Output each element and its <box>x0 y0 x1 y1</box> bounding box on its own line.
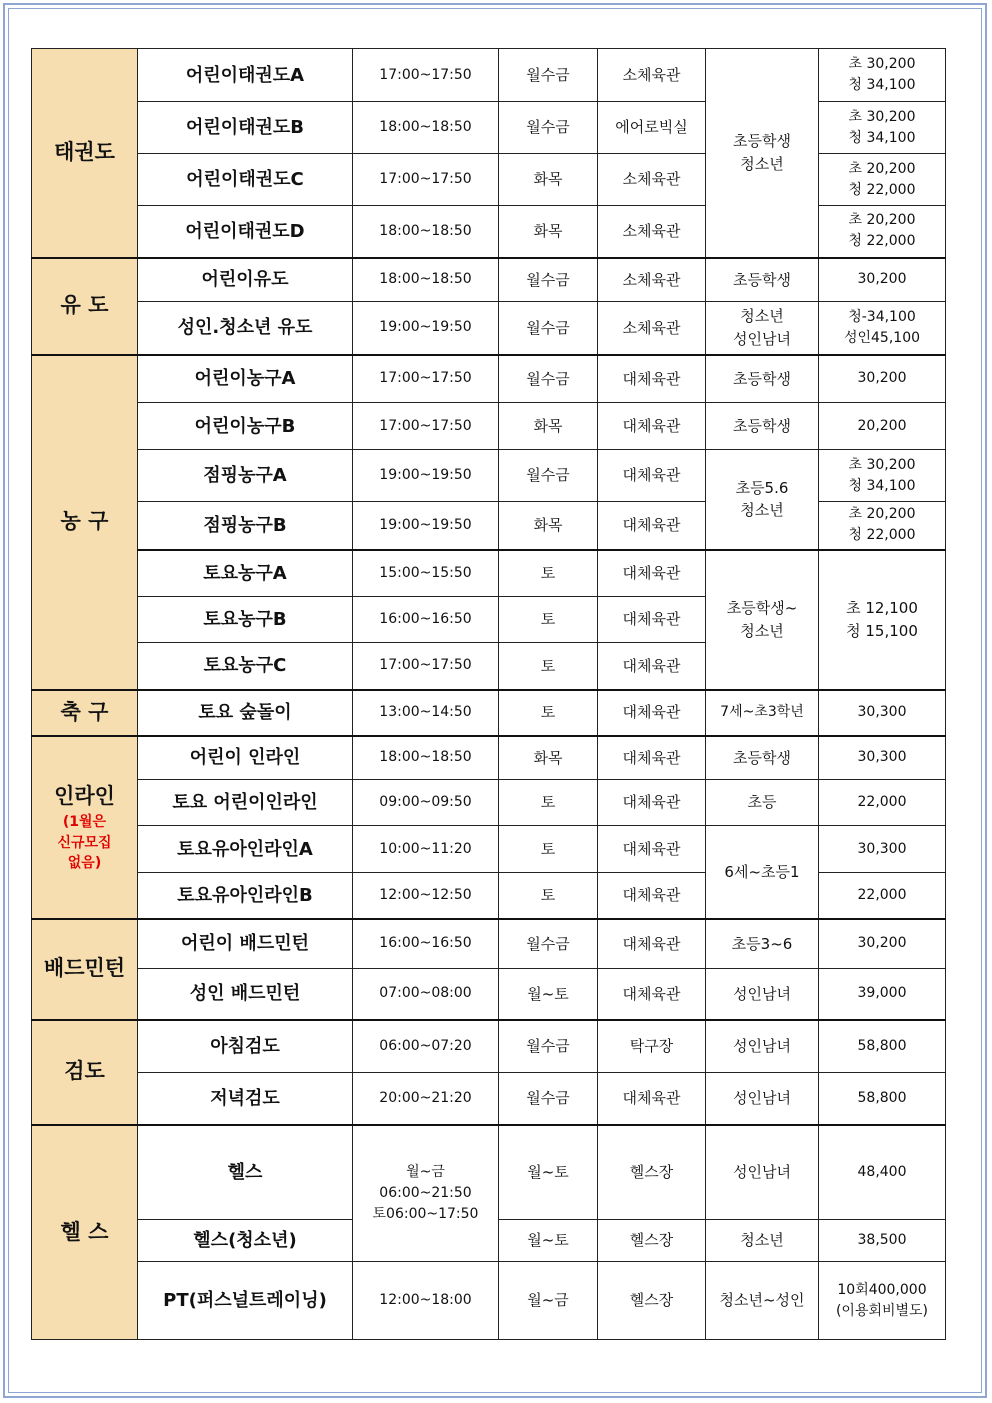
program-days: 월~토 <box>499 1220 598 1262</box>
program-target: 성인남녀 <box>706 1020 819 1073</box>
program-target: 초등학생 <box>706 258 819 302</box>
program-target: 청소년~성인 <box>706 1262 819 1340</box>
program-fee <box>819 502 946 550</box>
program-days: 화목 <box>499 154 598 206</box>
target-line: 청소년 <box>740 154 784 173</box>
program-name: 성인 배드민턴 <box>138 969 353 1020</box>
program-name: 어린이농구B <box>138 403 353 450</box>
table-row <box>32 403 946 450</box>
fee-line: 청 22,000 <box>848 527 916 544</box>
program-place: 대체육관 <box>598 919 706 969</box>
program-target: 7세~초3학년 <box>706 690 819 736</box>
program-name: 어린이태권도B <box>138 102 353 154</box>
program-fee: 30,300 <box>819 826 946 873</box>
program-place: 소체육관 <box>598 302 706 355</box>
program-place: 헬스장 <box>598 1220 706 1262</box>
program-time: 18:00~18:50 <box>353 102 499 154</box>
program-name: 토요 어린이인라인 <box>138 780 353 826</box>
program-target: 초등3~6 <box>706 919 819 969</box>
table-row <box>32 355 946 403</box>
program-fee <box>819 1262 946 1340</box>
table-row <box>32 1073 946 1125</box>
table-row <box>32 49 946 102</box>
target-line: 초등학생 <box>733 132 791 151</box>
program-fee: 30,300 <box>819 690 946 736</box>
program-place: 대체육관 <box>598 736 706 780</box>
program-time: 18:00~18:50 <box>353 258 499 302</box>
program-time: 12:00~12:50 <box>353 873 499 919</box>
program-name: 저녁검도 <box>138 1073 353 1125</box>
program-target: 초등학생 <box>706 403 819 450</box>
category-basketball: 농 구 <box>32 355 138 690</box>
program-time: 19:00~19:50 <box>353 502 499 550</box>
program-days: 월~금 <box>499 1262 598 1340</box>
table-row <box>32 550 946 597</box>
program-fee: 58,800 <box>819 1020 946 1073</box>
program-days: 월수금 <box>499 355 598 403</box>
program-time: 09:00~09:50 <box>353 780 499 826</box>
target-line: 성인남녀 <box>733 329 791 348</box>
program-time: 10:00~11:20 <box>353 826 499 873</box>
program-place: 탁구장 <box>598 1020 706 1073</box>
fee-line: 청 22,000 <box>848 233 916 250</box>
category-inline-label: 인라인 <box>54 783 115 808</box>
program-days: 화목 <box>499 206 598 258</box>
program-days: 월수금 <box>499 49 598 102</box>
program-place: 대체육관 <box>598 969 706 1020</box>
program-days: 토 <box>499 550 598 597</box>
program-days: 월수금 <box>499 1073 598 1125</box>
program-fee: 22,000 <box>819 780 946 826</box>
target-line: 초등5.6 <box>735 478 789 497</box>
program-name: 점핑농구A <box>138 450 353 502</box>
program-name: 어린이태권도D <box>138 206 353 258</box>
program-name: 점핑농구B <box>138 502 353 550</box>
table-row <box>32 1020 946 1073</box>
program-days: 토 <box>499 643 598 690</box>
program-time: 13:00~14:50 <box>353 690 499 736</box>
fee-line: 초 30,200 <box>848 56 916 72</box>
table-row <box>32 450 946 502</box>
program-time: 06:00~07:20 <box>353 1020 499 1073</box>
program-place: 소체육관 <box>598 49 706 102</box>
program-fee <box>819 154 946 206</box>
program-time <box>353 1125 499 1262</box>
fee-line: 성인45,100 <box>843 329 921 346</box>
program-fee <box>819 102 946 154</box>
table-row <box>32 826 946 873</box>
program-time: 17:00~17:50 <box>353 403 499 450</box>
program-target <box>706 550 819 690</box>
program-target: 초등 <box>706 780 819 826</box>
program-name: 어린이태권도A <box>138 49 353 102</box>
program-name: 토요 숲돌이 <box>138 690 353 736</box>
program-fee: 38,500 <box>819 1220 946 1262</box>
program-place: 소체육관 <box>598 154 706 206</box>
program-target <box>706 302 819 355</box>
fee-line: 초 12,100 <box>846 599 918 617</box>
program-fee: 22,000 <box>819 873 946 919</box>
fee-line: 청 34,100 <box>848 77 916 93</box>
fee-line: 청 15,100 <box>846 621 918 640</box>
inline-note-line: 신규모집 <box>57 834 112 851</box>
program-target <box>706 450 819 550</box>
fee-line: 청-34,100 <box>848 308 916 325</box>
program-time: 19:00~19:50 <box>353 450 499 502</box>
time-line: 토06:00~17:50 <box>372 1205 479 1222</box>
program-time: 16:00~16:50 <box>353 597 499 643</box>
program-days: 월~토 <box>499 1125 598 1220</box>
program-name: 헬스(청소년) <box>138 1220 353 1262</box>
program-name: 토요농구C <box>138 643 353 690</box>
program-days: 월수금 <box>499 919 598 969</box>
fee-line: 청 34,100 <box>848 477 916 494</box>
program-name: 어린이농구A <box>138 355 353 403</box>
program-target: 성인남녀 <box>706 1073 819 1125</box>
time-line: 월~금 <box>406 1163 445 1180</box>
program-fee <box>819 550 946 690</box>
program-days: 화목 <box>499 502 598 550</box>
program-time: 07:00~08:00 <box>353 969 499 1020</box>
table-row <box>32 1262 946 1340</box>
category-judo: 유 도 <box>32 258 138 355</box>
program-fee: 30,200 <box>819 919 946 969</box>
fee-line: 청 22,000 <box>848 181 916 198</box>
program-fee <box>819 49 946 102</box>
program-days: 토 <box>499 873 598 919</box>
target-line: 청소년 <box>740 307 784 326</box>
program-days: 월수금 <box>499 1020 598 1073</box>
program-days: 토 <box>499 597 598 643</box>
category-soccer: 축 구 <box>32 690 138 736</box>
category-taekwondo: 태권도 <box>32 49 138 258</box>
fee-line: 10회400,000 <box>837 1281 927 1298</box>
program-name: 토요유아인라인B <box>138 873 353 919</box>
program-days: 월수금 <box>499 258 598 302</box>
program-fee: 20,200 <box>819 403 946 450</box>
program-time: 18:00~18:50 <box>353 206 499 258</box>
program-fee <box>819 302 946 355</box>
program-place: 대체육관 <box>598 502 706 550</box>
program-days: 월수금 <box>499 102 598 154</box>
program-fee <box>819 450 946 502</box>
table-row <box>32 690 946 736</box>
program-target: 6세~초등1 <box>706 826 819 919</box>
program-place: 헬스장 <box>598 1125 706 1220</box>
program-fee: 48,400 <box>819 1125 946 1220</box>
program-time: 20:00~21:20 <box>353 1073 499 1125</box>
program-fee: 30,300 <box>819 736 946 780</box>
program-days: 월수금 <box>499 302 598 355</box>
program-days: 토 <box>499 826 598 873</box>
program-name: 토요유아인라인A <box>138 826 353 873</box>
program-time: 19:00~19:50 <box>353 302 499 355</box>
program-days: 월~토 <box>499 969 598 1020</box>
fee-line: 초 20,200 <box>848 160 916 177</box>
program-time: 17:00~17:50 <box>353 643 499 690</box>
inline-note-line: 없음) <box>67 854 102 871</box>
fee-line: (이용회비별도) <box>835 1302 929 1319</box>
program-place: 대체육관 <box>598 597 706 643</box>
target-line: 청소년 <box>740 621 784 640</box>
program-fee: 30,200 <box>819 355 946 403</box>
program-place: 소체육관 <box>598 206 706 258</box>
inline-note-line: (1월은 <box>62 814 107 831</box>
program-place: 대체육관 <box>598 873 706 919</box>
fee-line: 초 20,200 <box>848 506 916 523</box>
program-place: 대체육관 <box>598 1073 706 1125</box>
program-name: 어린이 인라인 <box>138 736 353 780</box>
program-time: 17:00~17:50 <box>353 154 499 206</box>
fee-line: 초 20,200 <box>848 212 916 229</box>
program-fee: 30,200 <box>819 258 946 302</box>
category-kendo: 검도 <box>32 1020 138 1125</box>
program-name: 어린이유도 <box>138 258 353 302</box>
table-row <box>32 780 946 826</box>
program-place: 소체육관 <box>598 258 706 302</box>
table-row <box>32 1125 946 1220</box>
category-inline <box>32 736 138 919</box>
category-health: 헬 스 <box>32 1125 138 1340</box>
program-fee <box>819 206 946 258</box>
program-target: 성인남녀 <box>706 1125 819 1220</box>
program-name: 토요농구A <box>138 550 353 597</box>
category-badminton: 배드민턴 <box>32 919 138 1020</box>
program-target: 성인남녀 <box>706 969 819 1020</box>
time-line: 06:00~21:50 <box>379 1184 472 1201</box>
program-fee: 39,000 <box>819 969 946 1020</box>
target-line: 초등학생~ <box>726 599 798 617</box>
program-place: 대체육관 <box>598 780 706 826</box>
program-name: 아침검도 <box>138 1020 353 1073</box>
program-place: 대체육관 <box>598 355 706 403</box>
program-name: 성인.청소년 유도 <box>138 302 353 355</box>
program-name: 어린이태권도C <box>138 154 353 206</box>
program-place: 대체육관 <box>598 403 706 450</box>
program-place: 대체육관 <box>598 690 706 736</box>
program-place: 대체육관 <box>598 450 706 502</box>
program-days: 토 <box>499 690 598 736</box>
table-row <box>32 258 946 302</box>
program-target: 초등학생 <box>706 736 819 780</box>
fee-line: 초 30,200 <box>848 108 916 125</box>
program-place: 대체육관 <box>598 643 706 690</box>
target-line: 청소년 <box>740 501 784 520</box>
table-row <box>32 969 946 1020</box>
program-time: 16:00~16:50 <box>353 919 499 969</box>
table-row <box>32 919 946 969</box>
program-time: 17:00~17:50 <box>353 355 499 403</box>
program-schedule-table <box>31 48 946 1340</box>
program-days: 화목 <box>499 403 598 450</box>
program-days: 토 <box>499 780 598 826</box>
program-name: 헬스 <box>138 1125 353 1220</box>
program-target <box>706 49 819 258</box>
fee-line: 청 34,100 <box>848 129 916 146</box>
program-target: 청소년 <box>706 1220 819 1262</box>
program-time: 17:00~17:50 <box>353 49 499 102</box>
program-place: 에어로빅실 <box>598 102 706 154</box>
program-time: 12:00~18:00 <box>353 1262 499 1340</box>
table-row <box>32 302 946 355</box>
program-name: 토요농구B <box>138 597 353 643</box>
program-place: 대체육관 <box>598 826 706 873</box>
table-row <box>32 736 946 780</box>
program-time: 18:00~18:50 <box>353 736 499 780</box>
program-target: 초등학생 <box>706 355 819 403</box>
program-fee: 58,800 <box>819 1073 946 1125</box>
program-days: 월수금 <box>499 450 598 502</box>
program-time: 15:00~15:50 <box>353 550 499 597</box>
program-name: PT(퍼스널트레이닝) <box>138 1262 353 1340</box>
fee-line: 초 30,200 <box>848 456 916 473</box>
program-days: 화목 <box>499 736 598 780</box>
program-place: 헬스장 <box>598 1262 706 1340</box>
program-name: 어린이 배드민턴 <box>138 919 353 969</box>
program-place: 대체육관 <box>598 550 706 597</box>
